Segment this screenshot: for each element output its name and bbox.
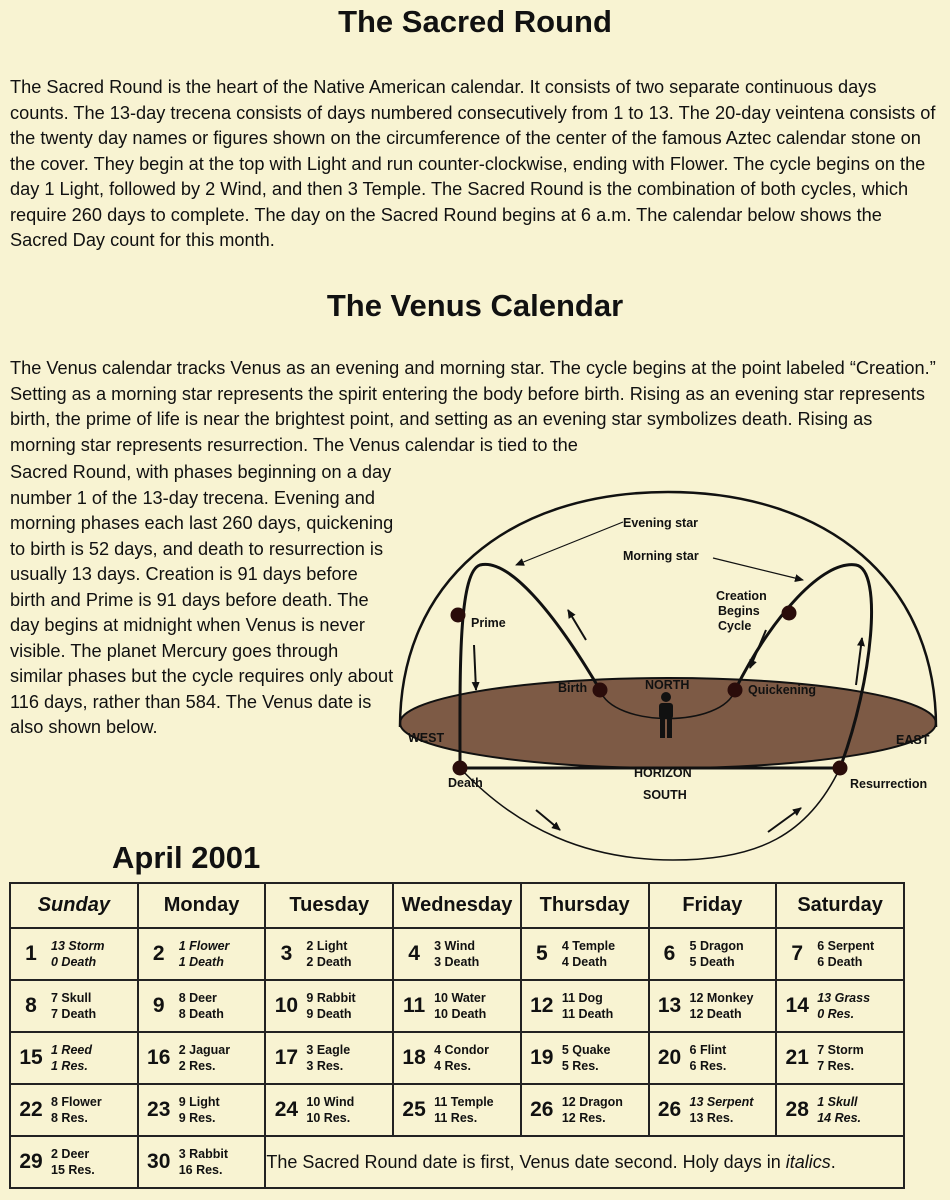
weekday-saturday: Saturday xyxy=(776,883,904,928)
weekday-wednesday: Wednesday xyxy=(393,883,521,928)
venus-date: 5 Death xyxy=(689,955,735,969)
venus-date: 9 Death xyxy=(306,1007,352,1021)
day-number: 30 xyxy=(147,1150,171,1173)
day-number: 23 xyxy=(147,1098,171,1121)
arrow-south-west xyxy=(536,810,560,830)
label-horizon: HORIZON xyxy=(634,766,692,780)
day-number: 16 xyxy=(147,1046,171,1069)
calendar-day-cell xyxy=(393,1084,521,1136)
sacred-round-date: 1 Skull xyxy=(817,1095,858,1109)
day-number: 2 xyxy=(152,942,165,965)
day-number: 29 xyxy=(19,1150,43,1173)
calendar-table xyxy=(9,882,905,1189)
venus-date: 6 Death xyxy=(817,955,863,969)
day-number: 8 xyxy=(25,994,37,1017)
venus-date: 2 Death xyxy=(306,955,352,969)
label-death: Death xyxy=(448,776,483,790)
arrow-prime-down xyxy=(474,645,476,690)
day-number: 22 xyxy=(19,1098,43,1121)
venus-date: 9 Res. xyxy=(178,1111,216,1125)
lower-orbit xyxy=(460,768,840,860)
day-number: 17 xyxy=(274,1046,299,1069)
weekday-sunday: Sunday xyxy=(10,883,138,928)
venus-date: 11 Res. xyxy=(434,1111,478,1125)
venus-date: 6 Res. xyxy=(689,1059,727,1073)
venus-date: 10 Res. xyxy=(306,1111,351,1125)
label-birth: Birth xyxy=(558,681,588,695)
calendar-week-row xyxy=(10,1032,904,1084)
sacred-round-date: 9 Rabbit xyxy=(306,991,356,1005)
sacred-round-date: 3 Eagle xyxy=(306,1043,351,1057)
death-point xyxy=(453,761,468,776)
calendar-day-cell xyxy=(138,1136,266,1188)
day-number: 28 xyxy=(785,1098,809,1121)
sacred-round-date: 12 Dragon xyxy=(561,1095,623,1109)
calendar-day-cell xyxy=(138,1084,266,1136)
sacred-round-date: 2 Jaguar xyxy=(178,1043,231,1057)
day-number: 18 xyxy=(402,1046,426,1069)
sacred-round-date: 3 Wind xyxy=(434,939,475,953)
label-quickening: Quickening xyxy=(748,683,817,697)
sacred-round-date: 6 Flint xyxy=(689,1043,727,1057)
day-number: 15 xyxy=(19,1046,43,1069)
sacred-round-date: 7 Skull xyxy=(51,991,92,1005)
sacred-round-date: 8 Flower xyxy=(51,1095,102,1109)
venus-date: 7 Death xyxy=(51,1007,97,1021)
day-number: 5 xyxy=(535,942,548,965)
label-cycle: Cycle xyxy=(718,619,752,633)
venus-date: 3 Res. xyxy=(306,1059,344,1073)
venus-date: 0 Res. xyxy=(817,1007,855,1021)
venus-date: 13 Res. xyxy=(689,1111,734,1125)
creation-point xyxy=(782,606,797,621)
calendar-day-cell xyxy=(521,1084,649,1136)
weekday-thursday: Thursday xyxy=(521,883,649,928)
sacred-round-title: The Sacred Round xyxy=(338,4,612,39)
calendar-day-cell xyxy=(10,1084,138,1136)
calendar-day-cell xyxy=(649,928,777,980)
label-begins: Begins xyxy=(718,604,760,618)
calendar-day-cell xyxy=(265,1084,393,1136)
arrow-east-up xyxy=(856,638,862,685)
calendar-day-cell xyxy=(776,980,904,1032)
calendar-day-cell xyxy=(649,1032,777,1084)
sacred-round-date: 2 Light xyxy=(306,939,348,953)
weekday-tuesday: Tuesday xyxy=(265,883,393,928)
note-end: . xyxy=(830,1151,836,1172)
day-number: 7 xyxy=(791,942,804,965)
calendar-day-cell xyxy=(138,928,266,980)
calendar-month-title: April 2001 xyxy=(112,840,261,875)
evening-star-pointer xyxy=(516,522,623,565)
venus-calendar-title: The Venus Calendar xyxy=(326,288,624,323)
calendar-week-row xyxy=(10,1136,904,1188)
calendar-day-cell xyxy=(138,980,266,1032)
day-number: 10 xyxy=(274,994,299,1017)
arrow-birth-up xyxy=(568,610,586,640)
venus-date: 12 Res. xyxy=(561,1111,606,1125)
day-number: 19 xyxy=(530,1046,554,1069)
calendar-day-cell xyxy=(776,1084,904,1136)
sacred-round-paragraph: The Sacred Round is the heart of the Native American calendar. It consists of two separate continuous days counts. The 13-day trecena consists of days numbered consecutively from 1 to 13. The 20-day veintena consists of the twenty day names or figures shown on the circumference of the center of the famous Aztec calendar stone on the cover. They begin at the top with Light and run counter-clockwise, ending with Flower. The cycle begins on the day 1 Light, followed by 2 Wind, and then 3 Temple. The Sacred Round is the combination of both cycles, which require 260 days to complete. The day on the Sacred Round begins at 6 a.m. The calendar below shows the Sacred Day count for this month. xyxy=(10,77,936,250)
calendar-week-row xyxy=(10,1084,904,1136)
calendar-day-cell xyxy=(393,928,521,980)
venus-date: 2 Res. xyxy=(178,1059,216,1073)
calendar-day-cell xyxy=(521,928,649,980)
venus-date: 12 Death xyxy=(689,1007,742,1021)
calendar-day-cell xyxy=(265,980,393,1032)
label-north: NORTH xyxy=(645,678,690,692)
note-text: The Sacred Round date is first, Venus date second. Holy days in xyxy=(266,1151,786,1172)
sacred-round-date: 10 Water xyxy=(434,991,486,1005)
morning-star-pointer xyxy=(713,558,803,580)
venus-date: 8 Death xyxy=(178,1007,224,1021)
day-number: 4 xyxy=(408,942,420,965)
sacred-round-date: 4 Temple xyxy=(561,939,616,953)
birth-point xyxy=(593,683,608,698)
sacred-round-date: 2 Deer xyxy=(51,1147,90,1161)
arrow-south-east xyxy=(768,808,801,832)
sacred-round-date: 6 Serpent xyxy=(817,939,875,953)
venus-date: 7 Res. xyxy=(817,1059,855,1073)
day-number: 26 xyxy=(530,1098,554,1121)
calendar-day-cell xyxy=(649,1084,777,1136)
label-creation: Creation xyxy=(716,589,767,603)
venus-date: 15 Res. xyxy=(51,1163,95,1177)
venus-date: 11 Death xyxy=(561,1007,614,1021)
day-number: 12 xyxy=(530,994,554,1017)
venus-date: 4 Res. xyxy=(434,1059,471,1073)
note-italic-text: italics xyxy=(785,1151,831,1172)
venus-date: 1 Death xyxy=(178,955,224,969)
sacred-round-date: 13 Serpent xyxy=(689,1095,754,1109)
calendar-day-cell xyxy=(776,928,904,980)
sacred-round-date: 3 Rabbit xyxy=(178,1147,229,1161)
venus-date: 4 Death xyxy=(561,955,607,969)
calendar-day-cell xyxy=(10,1032,138,1084)
calendar-day-cell xyxy=(393,980,521,1032)
sacred-round-date: 1 Reed xyxy=(51,1043,92,1057)
venus-date: 8 Res. xyxy=(51,1111,88,1125)
day-number: 25 xyxy=(402,1098,426,1121)
resurrection-point xyxy=(833,761,848,776)
venus-cycle-diagram xyxy=(398,490,943,865)
sacred-round-date: 4 Condor xyxy=(434,1043,489,1057)
venus-paragraph-intro: The Venus calendar tracks Venus as an evening and morning star. The cycle begins at the point labeled “Creation.” Setting as a morning star represents the spirit entering the body before birth. Rising as an evening star represents birth, the prime of life is near the brightest point, and setting as an evening star symbolizes death. Rising as morning star represents resurrection. The Venus calendar is tied to the xyxy=(10,358,936,455)
label-prime: Prime xyxy=(471,616,506,630)
label-south: SOUTH xyxy=(643,788,687,802)
venus-date: 10 Death xyxy=(434,1007,487,1021)
calendar-day-cell xyxy=(10,980,138,1032)
sacred-round-date: 13 Storm xyxy=(51,939,105,953)
venus-date: 14 Res. xyxy=(817,1111,861,1125)
sacred-round-date: 13 Grass xyxy=(817,991,871,1005)
venus-date: 3 Death xyxy=(434,955,480,969)
calendar-day-cell xyxy=(265,1032,393,1084)
sacred-round-date: 5 Dragon xyxy=(689,939,744,953)
sacred-round-date: 8 Deer xyxy=(178,991,217,1005)
label-resurrection: Resurrection xyxy=(850,777,928,791)
calendar-legend-note xyxy=(265,1136,904,1188)
venus-paragraph-detail: Sacred Round, with phases beginning on a day number 1 of the 13-day trecena. Evening and morning phases each last 260 days, quickening to birth is 52 days, and death to resurrection is usually 13 days. Creation is 91 days before birth and Prime is 91 days before death. The day begins at midnight when Venus is never visible. The planet Mercury goes through similar phases but the cycle requires only about 116 days, rather than 584. The Venus date is also shown below. xyxy=(10,462,394,737)
sacred-round-date: 10 Wind xyxy=(306,1095,355,1109)
calendar-day-cell xyxy=(138,1032,266,1084)
arrow-creation-down xyxy=(750,630,766,668)
weekday-header-row xyxy=(10,883,904,928)
calendar-day-cell xyxy=(776,1032,904,1084)
calendar-day-cell xyxy=(521,980,649,1032)
venus-date: 16 Res. xyxy=(178,1163,223,1177)
day-number: 1 xyxy=(25,942,37,965)
label-west: WEST xyxy=(408,731,445,745)
sacred-round-date: 9 Light xyxy=(178,1095,220,1109)
prime-point xyxy=(451,608,466,623)
sacred-round-date: 11 Temple xyxy=(434,1095,494,1109)
calendar-day-cell xyxy=(521,1032,649,1084)
sacred-round-date: 5 Quake xyxy=(561,1043,611,1057)
calendar-day-cell xyxy=(10,1136,138,1188)
calendar-day-cell xyxy=(10,928,138,980)
label-east: EAST xyxy=(896,733,930,747)
calendar-week-row xyxy=(10,980,904,1032)
day-number: 24 xyxy=(274,1098,299,1121)
day-number: 21 xyxy=(785,1046,809,1069)
venus-date: 0 Death xyxy=(51,955,97,969)
calendar-week-row xyxy=(10,928,904,980)
day-number: 6 xyxy=(663,942,676,965)
sacred-round-date: 1 Flower xyxy=(178,939,230,953)
sacred-round-date: 7 Storm xyxy=(817,1043,864,1057)
sacred-round-date: 12 Monkey xyxy=(689,991,754,1005)
day-number: 3 xyxy=(280,942,293,965)
day-number: 20 xyxy=(657,1046,682,1069)
venus-date: 5 Res. xyxy=(561,1059,599,1073)
day-number: 14 xyxy=(785,994,809,1017)
venus-date: 1 Res. xyxy=(51,1059,88,1073)
quickening-point xyxy=(728,683,743,698)
calendar-day-cell xyxy=(649,980,777,1032)
label-evening-star: Evening star xyxy=(623,516,699,530)
day-number: 13 xyxy=(657,994,682,1017)
calendar-day-cell xyxy=(393,1032,521,1084)
day-number: 26 xyxy=(657,1098,682,1121)
day-number: 11 xyxy=(403,994,426,1017)
sacred-round-date: 11 Dog xyxy=(561,991,603,1005)
weekday-friday: Friday xyxy=(649,883,777,928)
calendar-day-cell xyxy=(265,928,393,980)
weekday-monday: Monday xyxy=(138,883,266,928)
label-morning-star: Morning star xyxy=(623,549,699,563)
day-number: 9 xyxy=(152,994,165,1017)
